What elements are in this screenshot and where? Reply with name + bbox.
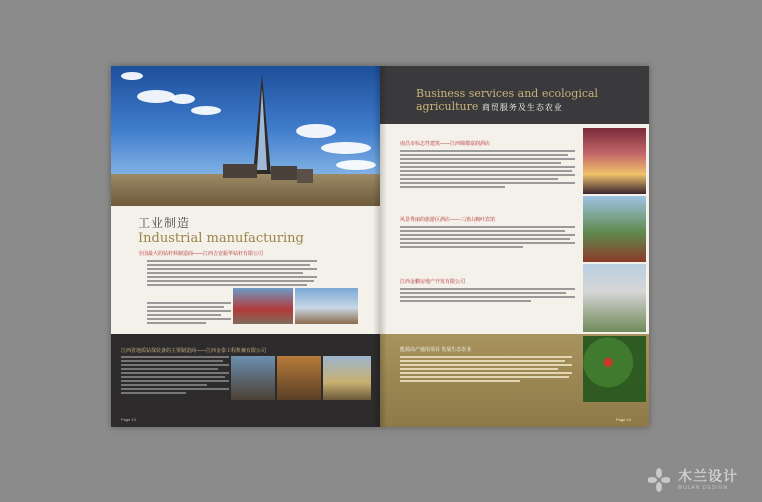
company1-body-cont bbox=[147, 302, 231, 326]
company2-heading: 江西省地质钻探装备的主要制造商——江西金泰工程机械有限公司 bbox=[121, 348, 267, 354]
section4-body bbox=[400, 356, 572, 384]
heading-cn: 商贸服务及生态农业 bbox=[481, 103, 563, 112]
section3-heading: 江西金鹏房地产开发有限公司 bbox=[400, 279, 466, 285]
section-resort bbox=[400, 216, 575, 250]
company2-body bbox=[121, 356, 229, 396]
page-number-right: Page 14 bbox=[616, 417, 631, 422]
section2-heading: 风景秀丽的旅游区酒店——三清山枫叶宾馆 bbox=[400, 217, 496, 223]
designer-logo bbox=[648, 462, 758, 498]
brochure-spread bbox=[111, 66, 649, 427]
hotel-tower-photo bbox=[583, 128, 646, 194]
factory-ceremony-photo bbox=[233, 288, 293, 324]
section4-heading: 能源高产通用项目 发展生态农业 bbox=[400, 347, 472, 353]
oil-rig-photo bbox=[111, 66, 380, 206]
orchard-photo bbox=[583, 336, 646, 402]
machinery-photo-1 bbox=[231, 356, 275, 400]
company1-body bbox=[147, 260, 317, 288]
machinery-photo-3 bbox=[323, 356, 371, 400]
right-lower-panel bbox=[380, 334, 649, 427]
right-heading bbox=[416, 87, 646, 114]
section1-heading: 南昌市标志性建筑——江西锦都富润酒店 bbox=[400, 141, 491, 147]
mountain-resort-photo bbox=[583, 196, 646, 262]
section-realestate bbox=[400, 278, 575, 304]
pipe-yard-photo bbox=[295, 288, 358, 324]
industrial-heading bbox=[138, 214, 358, 257]
company1-heading: 全国最大的钻杆料制造商——江西吉安振华钻杆有限公司 bbox=[138, 251, 264, 257]
logo-text: 木兰设计 bbox=[678, 468, 738, 484]
heading-en-line2: agriculture bbox=[416, 100, 479, 113]
page-number-left: Page 13 bbox=[121, 417, 136, 422]
left-page bbox=[111, 66, 380, 427]
left-lower-panel bbox=[111, 334, 380, 427]
right-page bbox=[380, 66, 649, 427]
logo-subtext: MULAN DESIGN bbox=[678, 485, 729, 491]
residential-buildings-photo bbox=[583, 264, 646, 332]
section-title-en: Industrial manufacturing bbox=[138, 231, 304, 246]
machinery-photo-2 bbox=[277, 356, 321, 400]
right-header-band bbox=[380, 66, 649, 124]
heading-en-line1: Business services and ecological bbox=[416, 87, 599, 100]
section-hotel bbox=[400, 140, 575, 190]
flower-icon bbox=[648, 468, 670, 492]
section-title-cn: 工业制造 bbox=[138, 216, 191, 230]
